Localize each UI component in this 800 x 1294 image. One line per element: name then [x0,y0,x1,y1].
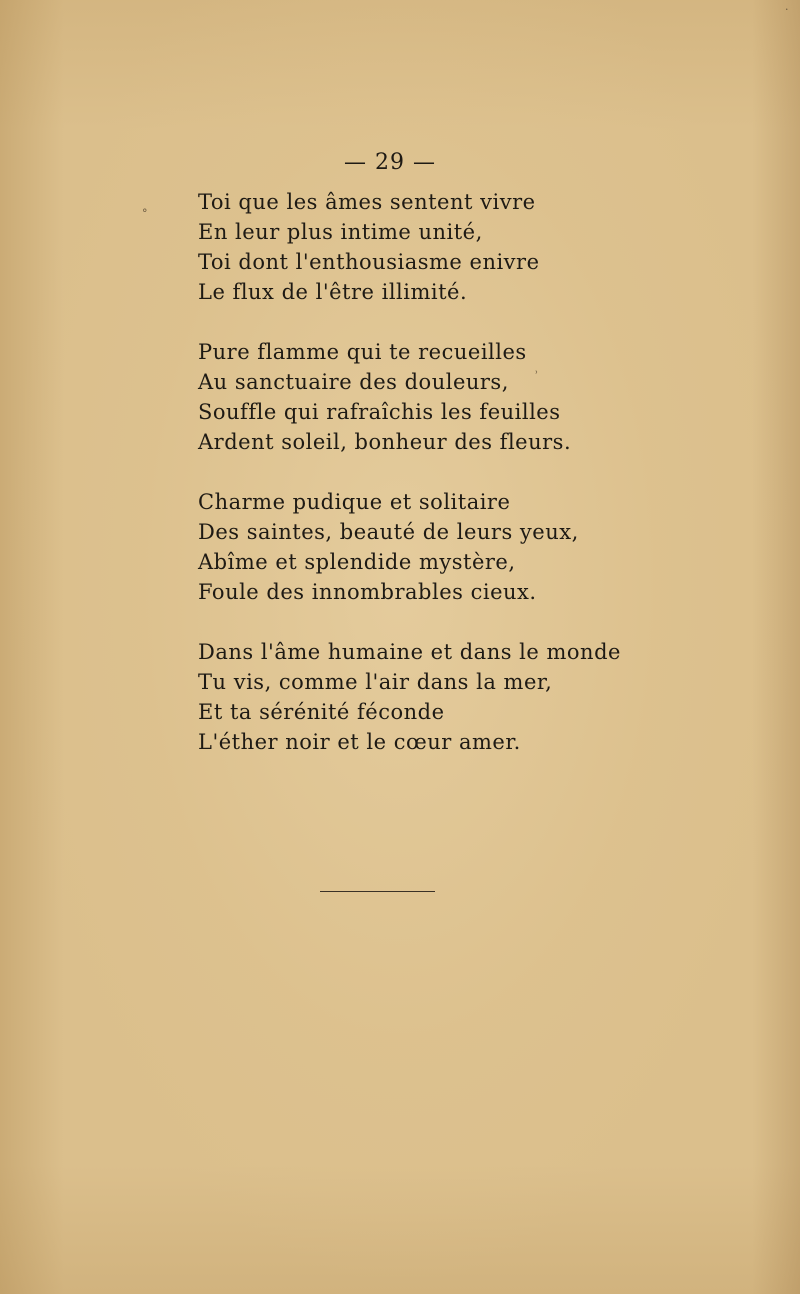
ink-speck: · [785,3,789,16]
stanza-2 [198,337,621,457]
ink-speck: ° [142,207,148,220]
verse-line: Des saintes, beauté de leurs yeux, [198,520,579,544]
verse-line: Souffle qui rafraîchis les feuilles [198,400,561,424]
stanza-1 [198,187,621,307]
poem [198,187,621,787]
verse-line: Ardent soleil, bonheur des fleurs. [198,430,572,454]
verse-line: Charme pudique et solitaire [198,490,511,514]
stanza-3 [198,487,621,607]
verse-line: Foule des innombrables cieux. [198,580,537,604]
verse-line: Tu vis, comme l'air dans la mer, [198,670,553,694]
stanza-4 [198,637,621,757]
end-rule [320,891,435,892]
verse-line: Toi que les âmes sentent vivre [198,190,536,214]
verse-line: Au sanctuaire des douleurs, [198,370,509,394]
verse-line: Dans l'âme humaine et dans le monde [198,640,621,664]
verse-line: En leur plus intime unité, [198,220,483,244]
verse-line: Et ta sérénité féconde [198,700,445,724]
page-number: — 29 — [344,150,436,175]
verse-line: L'éther noir et le cœur amer. [198,730,521,754]
verse-line: Pure flamme qui te recueilles [198,340,527,364]
verse-line: Toi dont l'enthousiasme enivre [198,250,540,274]
verse-line: Le flux de l'être illimité. [198,280,468,304]
ink-speck: ʾ [535,369,539,382]
verse-line: Abîme et splendide mystère, [198,550,516,574]
